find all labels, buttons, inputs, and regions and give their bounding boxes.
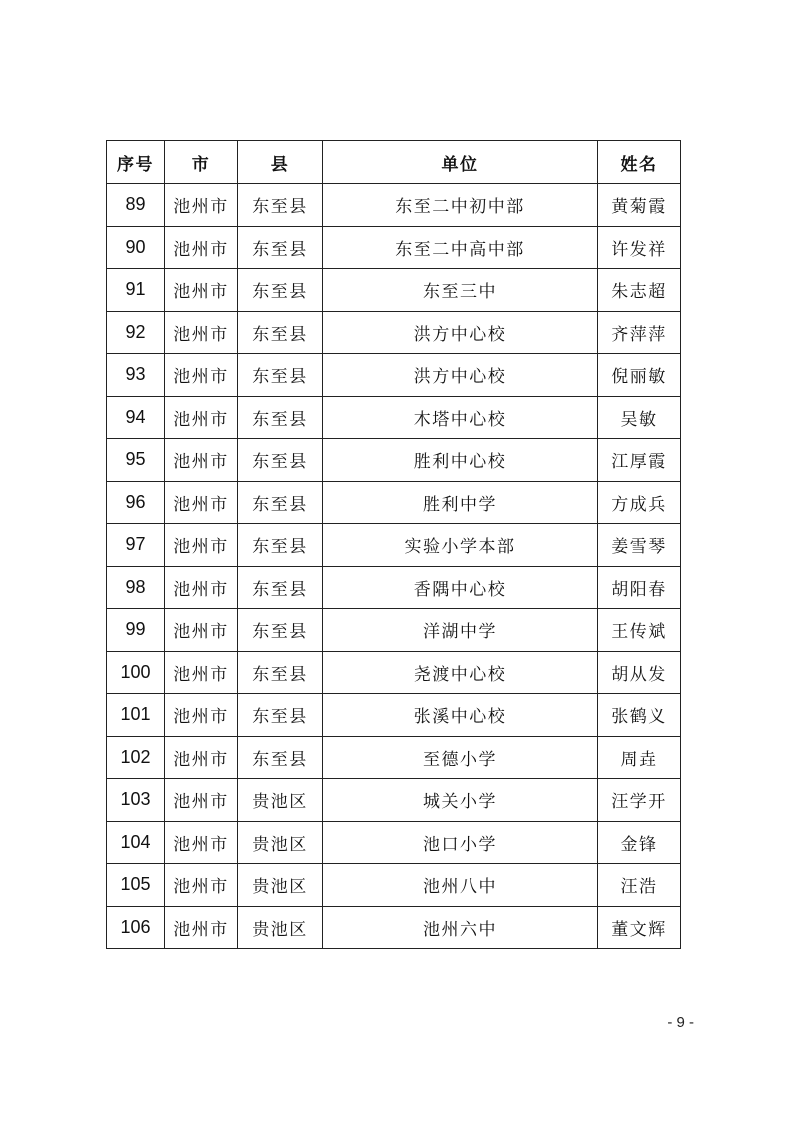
unit-cell: 东至二中初中部 [323, 184, 598, 227]
index-cell: 99 [107, 609, 165, 652]
name-cell: 许发祥 [598, 226, 681, 269]
table-row [107, 311, 681, 354]
unit-cell: 东至三中 [323, 269, 598, 312]
name-cell: 张鹤义 [598, 694, 681, 737]
table-row [107, 524, 681, 567]
name-cell: 齐萍萍 [598, 311, 681, 354]
county-cell: 贵池区 [238, 779, 323, 822]
city-cell: 池州市 [165, 609, 238, 652]
table-row [107, 184, 681, 227]
index-cell: 105 [107, 864, 165, 907]
city-cell: 池州市 [165, 269, 238, 312]
county-cell: 东至县 [238, 524, 323, 567]
roster-table [106, 140, 681, 949]
unit-cell: 池州六中 [323, 906, 598, 949]
unit-cell: 东至二中高中部 [323, 226, 598, 269]
header-row [107, 141, 681, 184]
city-cell: 池州市 [165, 524, 238, 567]
header-index: 序号 [107, 141, 165, 184]
county-cell: 东至县 [238, 396, 323, 439]
header-name: 姓名 [598, 141, 681, 184]
name-cell: 汪浩 [598, 864, 681, 907]
index-cell: 97 [107, 524, 165, 567]
table-row [107, 736, 681, 779]
county-cell: 东至县 [238, 566, 323, 609]
table-row [107, 864, 681, 907]
unit-cell: 至德小学 [323, 736, 598, 779]
table-row [107, 226, 681, 269]
county-cell: 贵池区 [238, 821, 323, 864]
header-unit: 单位 [323, 141, 598, 184]
city-cell: 池州市 [165, 821, 238, 864]
city-cell: 池州市 [165, 226, 238, 269]
unit-cell: 香隅中心校 [323, 566, 598, 609]
unit-cell: 实验小学本部 [323, 524, 598, 567]
unit-cell: 洪方中心校 [323, 354, 598, 397]
table-row [107, 651, 681, 694]
county-cell: 东至县 [238, 481, 323, 524]
city-cell: 池州市 [165, 694, 238, 737]
city-cell: 池州市 [165, 864, 238, 907]
name-cell: 汪学开 [598, 779, 681, 822]
index-cell: 96 [107, 481, 165, 524]
table-row [107, 609, 681, 652]
city-cell: 池州市 [165, 354, 238, 397]
index-cell: 95 [107, 439, 165, 482]
header-city: 市 [165, 141, 238, 184]
unit-cell: 尧渡中心校 [323, 651, 598, 694]
table-row [107, 779, 681, 822]
city-cell: 池州市 [165, 184, 238, 227]
unit-cell: 池州八中 [323, 864, 598, 907]
table-row [107, 906, 681, 949]
county-cell: 东至县 [238, 226, 323, 269]
county-cell: 东至县 [238, 354, 323, 397]
city-cell: 池州市 [165, 779, 238, 822]
header-county: 县 [238, 141, 323, 184]
name-cell: 胡从发 [598, 651, 681, 694]
unit-cell: 洪方中心校 [323, 311, 598, 354]
name-cell: 董文辉 [598, 906, 681, 949]
unit-cell: 胜利中心校 [323, 439, 598, 482]
unit-cell: 洋湖中学 [323, 609, 598, 652]
city-cell: 池州市 [165, 736, 238, 779]
unit-cell: 城关小学 [323, 779, 598, 822]
county-cell: 东至县 [238, 736, 323, 779]
county-cell: 东至县 [238, 651, 323, 694]
name-cell: 姜雪琴 [598, 524, 681, 567]
table-row [107, 439, 681, 482]
table-row [107, 481, 681, 524]
index-cell: 102 [107, 736, 165, 779]
index-cell: 91 [107, 269, 165, 312]
index-cell: 101 [107, 694, 165, 737]
name-cell: 周垚 [598, 736, 681, 779]
unit-cell: 胜利中学 [323, 481, 598, 524]
county-cell: 东至县 [238, 184, 323, 227]
name-cell: 黄菊霞 [598, 184, 681, 227]
county-cell: 东至县 [238, 311, 323, 354]
city-cell: 池州市 [165, 481, 238, 524]
county-cell: 东至县 [238, 609, 323, 652]
table-row [107, 694, 681, 737]
name-cell: 金锋 [598, 821, 681, 864]
city-cell: 池州市 [165, 396, 238, 439]
county-cell: 贵池区 [238, 864, 323, 907]
table-row [107, 269, 681, 312]
table-row [107, 396, 681, 439]
table-row [107, 566, 681, 609]
name-cell: 江厚霞 [598, 439, 681, 482]
table-row [107, 354, 681, 397]
index-cell: 98 [107, 566, 165, 609]
table-row [107, 821, 681, 864]
unit-cell: 木塔中心校 [323, 396, 598, 439]
unit-cell: 张溪中心校 [323, 694, 598, 737]
name-cell: 吴敏 [598, 396, 681, 439]
name-cell: 王传斌 [598, 609, 681, 652]
page-number: - 9 - [667, 1014, 694, 1031]
city-cell: 池州市 [165, 906, 238, 949]
county-cell: 东至县 [238, 439, 323, 482]
county-cell: 贵池区 [238, 906, 323, 949]
unit-cell: 池口小学 [323, 821, 598, 864]
index-cell: 103 [107, 779, 165, 822]
index-cell: 94 [107, 396, 165, 439]
name-cell: 朱志超 [598, 269, 681, 312]
city-cell: 池州市 [165, 651, 238, 694]
index-cell: 92 [107, 311, 165, 354]
index-cell: 90 [107, 226, 165, 269]
index-cell: 106 [107, 906, 165, 949]
city-cell: 池州市 [165, 311, 238, 354]
name-cell: 方成兵 [598, 481, 681, 524]
name-cell: 倪丽敏 [598, 354, 681, 397]
index-cell: 93 [107, 354, 165, 397]
city-cell: 池州市 [165, 439, 238, 482]
county-cell: 东至县 [238, 694, 323, 737]
county-cell: 东至县 [238, 269, 323, 312]
city-cell: 池州市 [165, 566, 238, 609]
index-cell: 104 [107, 821, 165, 864]
index-cell: 100 [107, 651, 165, 694]
index-cell: 89 [107, 184, 165, 227]
name-cell: 胡阳春 [598, 566, 681, 609]
